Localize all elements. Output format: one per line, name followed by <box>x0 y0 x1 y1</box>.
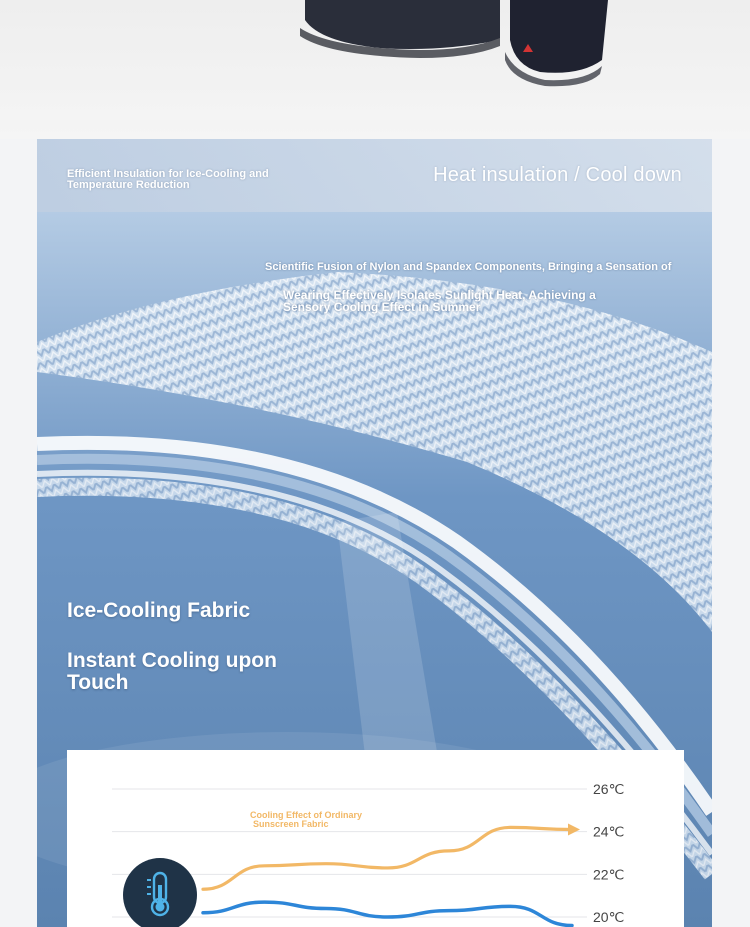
ordinary-fabric-legend-label: Cooling Effect of Ordinary Sunscreen Fabric <box>250 810 363 829</box>
cooling-fabric-curve <box>203 902 572 925</box>
y-tick-label: 22℃ <box>593 866 625 883</box>
feature-title-fabric: Ice-Cooling Fabric <box>67 599 251 622</box>
description-line-1: Scientific Fusion of Nylon and Spandex Components, Bringing a Sensation of <box>265 261 672 273</box>
description-line-2: Wearing Effectively Isolates Sunlight Heat, Achieving a Sensory Cooling Effect in Summer <box>283 288 596 314</box>
temperature-chart <box>67 750 684 927</box>
header-right-title: Heat insulation / Cool down <box>433 164 682 186</box>
feature-title-cooling: Instant Cooling upon Touch <box>67 649 277 694</box>
y-tick-label: 26℃ <box>593 781 625 797</box>
header-left-title: Efficient Insulation for Ice-Cooling and Temperature Reduction <box>67 168 269 191</box>
temperature-chart-card <box>67 750 684 927</box>
ordinary-fabric-curve <box>203 827 572 889</box>
product-image-top <box>0 0 750 139</box>
y-tick-label: 20℃ <box>593 909 625 925</box>
fabric-panel <box>37 139 712 927</box>
y-tick-label: 24℃ <box>593 823 625 840</box>
shoe-image <box>0 0 750 139</box>
ordinary-curve-arrowhead <box>568 824 580 836</box>
thermometer-icon <box>123 858 197 927</box>
